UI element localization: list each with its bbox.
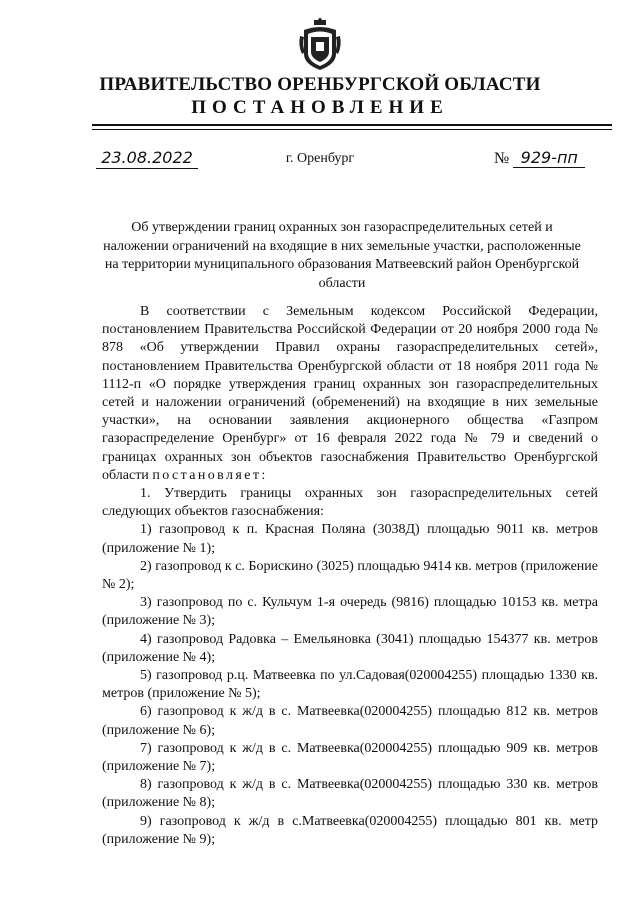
clause-1: 1. Утвердить границы охранных зон газораспределительных сетей следующих объектов газоснабжения: <box>102 486 598 520</box>
document-city: г. Оренбург <box>285 151 355 166</box>
document-number: 929-пп <box>513 148 585 168</box>
preamble-paragraph <box>102 303 598 485</box>
organization-title: ПРАВИТЕЛЬСТВО ОРЕНБУРГСКОЙ ОБЛАСТИ <box>99 74 541 95</box>
coat-of-arms-icon <box>298 18 342 72</box>
list-item: 2) газопровод к с. Борискино (3025) площадью 9414 кв. метров (приложение № 2); <box>102 558 598 593</box>
list-item: 8) газопровод к ж/д в с. Матвеевка(020004255) площадью 330 кв. метров (приложение № 8); <box>102 777 598 811</box>
decree-word: постановляет: <box>152 467 268 483</box>
document-subject: Об утверждении границ охранных зон газораспределительных сетей и наложении ограничений на входящие в них земельные участки, расположенные на территории муниципального образования Матвеевский район Оренбургской области <box>103 220 581 291</box>
list-item: 4) газопровод Радовка – Емельяновка (3041) площадью 154377 кв. метров (приложение № 4); <box>102 631 598 665</box>
preamble-text: В соответствии с Земельным кодексом Российской Федерации, постановлением Правительства Российской Федерации от 20 ноября 2000 года № 878 «Об утверждении Правил охраны газораспределительных сетей», постановлением Правительства Оренбургской области от 18 ноября 2011 года № 1112-п «О порядке утверждения границ охранных зон газораспределительных сетей и наложении ограничений (обременений) на входящие в них земельные участки», на основании заявления акционерного общества «Газпром газораспределение Оренбург» от 16 февраля 2022 года № 79 и сведений о границах охранных зон объектов газоснабжения Правительство Оренбургской области <box>102 304 598 483</box>
list-item: 3) газопровод по с. Кульчум 1-я очередь (9816) площадью 10153 кв. метра (приложение № 3); <box>102 595 598 629</box>
number-prefix: № <box>494 150 510 167</box>
header-rule-thick <box>92 124 612 126</box>
list-item: 9) газопровод к ж/д в с.Матвеевка(020004255) площадью 801 кв. метр (приложение № 9); <box>102 813 598 847</box>
header-rule-thin <box>92 129 612 130</box>
list-item: 5) газопровод р.ц. Матвеевка по ул.Садовая(020004255) площадью 1330 кв. метров (приложение № 5); <box>102 668 598 702</box>
document-number-block <box>494 148 585 168</box>
list-item: 7) газопровод к ж/д в с. Матвеевка(020004255) площадью 909 кв. метров (приложение № 7); <box>102 740 598 775</box>
document-type-title: ПОСТАНОВЛЕНИЕ <box>191 97 449 118</box>
list-item: 1) газопровод к п. Красная Поляна (3038Д) площадью 9011 кв. метров (приложение № 1); <box>102 522 598 556</box>
document-date: 23.08.2022 <box>96 148 198 169</box>
document-body <box>102 303 598 849</box>
list-item: 6) газопровод к ж/д в с. Матвеевка(020004255) площадью 812 кв. метров (приложение № 6); <box>102 704 598 738</box>
